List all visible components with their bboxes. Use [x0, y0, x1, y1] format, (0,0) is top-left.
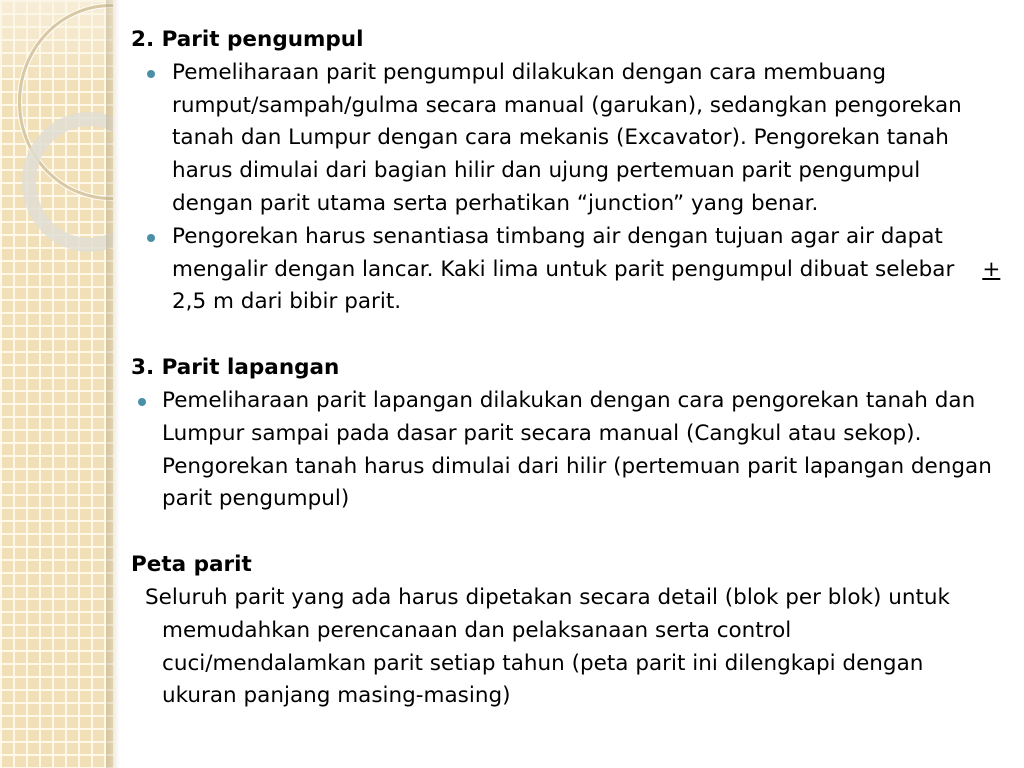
bullet-text: Pemeliharaan parit lapangan dilakukan dengan cara pengorekan tanah dan Lumpur sampai pada dasar parit secara manual (Cangkul atau sekop). Pengorekan tanah harus dimulai dari hilir (pertemuan parit lapangan dengan parit pengumpul) [162, 387, 992, 512]
bullet-text: Pemeliharaan parit pengumpul dilakukan dengan cara membuang rumput/sampah/gulma secara manual (garukan), sedangkan pengorekan tanah dan Lumpur dengan cara mekanis (Excavator). Pengorekan tanah harus dimulai dari bagian hilir dan ujung pertemuan parit pengumpul dengan parit utama serta perhatikan “junction” yang benar. [172, 59, 962, 216]
decorative-sidebar [0, 0, 113, 768]
bullet-icon [147, 70, 155, 78]
bullet-text: Pengorekan harus senantiasa timbang air dengan tujuan agar air dapat mengalir dengan lancar. Kaki lima untuk parit pengumpul dibuat selebar [172, 223, 955, 282]
sidebar-shadow [106, 0, 120, 768]
bullet-item [131, 385, 1001, 516]
section-heading-parit-lapangan: 3. Parit lapangan [131, 355, 340, 381]
section-heading-parit-pengumpul: 2. Parit pengumpul [131, 27, 364, 52]
bullet-icon [147, 234, 155, 242]
bullet-text: 2,5 m dari bibir parit. [172, 289, 402, 315]
slide-content [131, 24, 1001, 713]
paragraph-text: Seluruh parit yang ada harus dipetakan secara detail (blok per blok) untuk memudahkan perencanaan dan pelaksanaan serta control cuci/mendalamkan parit setiap tahun (peta parit ini dilengkapi dengan ukuran panjang masing-masing) [145, 584, 950, 709]
plus-minus-symbol: + [982, 256, 1001, 282]
paragraph-peta-parit [131, 582, 1001, 713]
bullet-item [131, 221, 1001, 319]
bullet-item [131, 57, 1001, 221]
bullet-icon [138, 398, 146, 406]
section-heading-peta-parit: Peta parit [131, 552, 252, 578]
